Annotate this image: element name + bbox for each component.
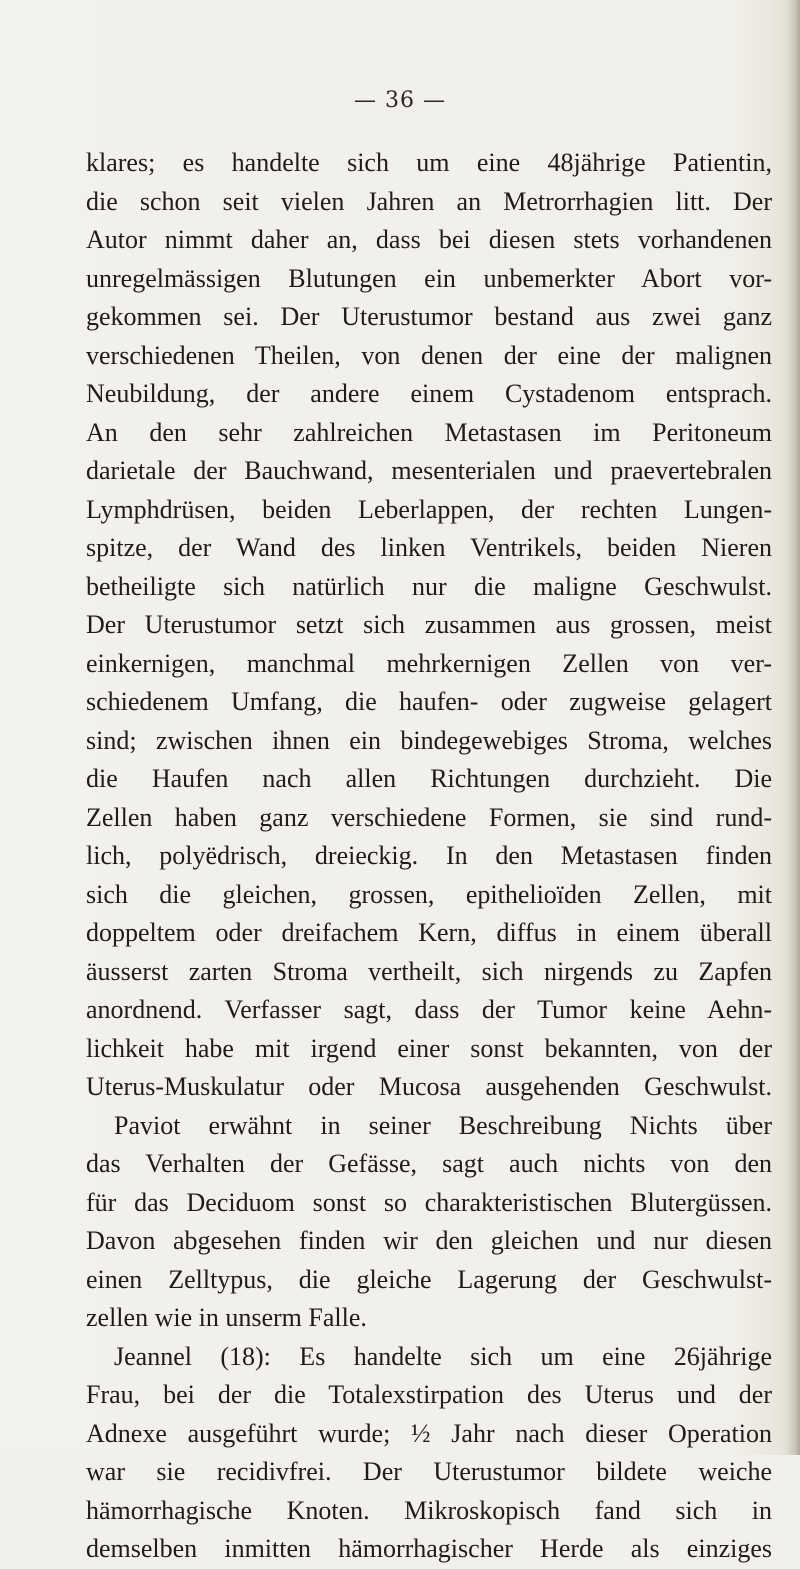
text-line-27: das Verhalten der Gefässe, sagt auch nichts von den bbox=[86, 1149, 772, 1178]
text-line-9: darietale der Bauchwand, mesenterialen und praevertebralen bbox=[86, 456, 772, 485]
text-line-18: Zellen haben ganz verschiedene Formen, sie sind rund- bbox=[86, 802, 772, 832]
text-line-11: spitze, der Wand des linken Ventrikels, beiden Nieren bbox=[86, 533, 772, 562]
text-line-2: die schon seit vielen Jahren an Metrorrhagien litt. Der bbox=[86, 186, 772, 216]
text-line-19: lich, polyëdrisch, dreieckig. In den Metastasen finden bbox=[86, 841, 772, 870]
text-line-33: Frau, bei der die Totalexstirpation des Uterus und der bbox=[86, 1380, 772, 1409]
text-line-14: einkernigen, manchmal mehrkernigen Zellen von ver- bbox=[86, 648, 772, 678]
text-line-3: Autor nimmt daher an, dass bei diesen stets vorhandenen bbox=[86, 225, 772, 254]
text-line-37: demselben inmitten hämorrhagischer Herde als einziges bbox=[86, 1534, 772, 1563]
text-line-12: betheiligte sich natürlich nur die maligne Geschwulst. bbox=[86, 571, 772, 601]
text-line-1: klares; es handelte sich um eine 48jährige Patientin, bbox=[86, 148, 772, 177]
text-line-10: Lymphdrüsen, beiden Leberlappen, der rechten Lungen- bbox=[86, 494, 772, 524]
text-line-24: lichkeit habe mit irgend einer sonst bekannten, von der bbox=[86, 1033, 772, 1063]
page-number: — 36 — bbox=[354, 88, 446, 113]
text-line-16: sind; zwischen ihnen ein bindegewebiges Stroma, welches bbox=[86, 725, 772, 755]
text-line-30: einen Zelltypus, die gleiche Lagerung der Geschwulst- bbox=[86, 1264, 772, 1294]
text-line-20: sich die gleichen, grossen, epithelioïden Zellen, mit bbox=[86, 879, 772, 909]
text-line-13: Der Uterustumor setzt sich zusammen aus grossen, meist bbox=[86, 610, 772, 639]
text-line-35: war sie recidivfrei. Der Uterustumor bildete weiche bbox=[86, 1457, 772, 1486]
text-line-36: hämorrhagische Knoten. Mikroskopisch fand sich in bbox=[86, 1495, 772, 1525]
text-line-4: unregelmässigen Blutungen ein unbemerkter Abort vor- bbox=[86, 263, 772, 293]
text-line-15: schiedenem Umfang, die haufen- oder zugweise gelagert bbox=[86, 687, 772, 716]
text-line-5: gekommen sei. Der Uterustumor bestand aus zwei ganz bbox=[86, 302, 772, 331]
text-line-25: Uterus-Muskulatur oder Mucosa ausgehenden Geschwulst. bbox=[86, 1072, 772, 1101]
text-line-7: Neubildung, der andere einem Cystadenom entsprach. bbox=[86, 379, 772, 408]
text-line-32: Jeannel (18): Es handelte sich um eine 26jährige bbox=[114, 1341, 772, 1371]
text-line-8: An den sehr zahlreichen Metastasen im Peritoneum bbox=[86, 417, 772, 447]
body-text bbox=[86, 144, 772, 1569]
text-line-6: verschiedenen Theilen, von denen der eine der malignen bbox=[86, 340, 772, 370]
page-edge-shadow bbox=[786, 0, 800, 1455]
text-line-26: Paviot erwähnt in seiner Beschreibung Nichts über bbox=[114, 1110, 772, 1140]
text-line-23: anordnend. Verfasser sagt, dass der Tumor keine Aehn- bbox=[86, 995, 772, 1024]
text-line-31: zellen wie in unserm Falle. bbox=[86, 1303, 367, 1332]
text-line-22: äusserst zarten Stroma vertheilt, sich nirgends zu Zapfen bbox=[86, 956, 772, 986]
text-line-34: Adnexe ausgeführt wurde; ½ Jahr nach dieser Operation bbox=[86, 1418, 772, 1448]
text-line-17: die Haufen nach allen Richtungen durchzieht. Die bbox=[86, 764, 772, 793]
text-line-28: für das Deciduom sonst so charakteristischen Blutergüssen. bbox=[86, 1187, 772, 1217]
text-line-29: Davon abgesehen finden wir den gleichen und nur diesen bbox=[86, 1226, 772, 1255]
text-line-21: doppeltem oder dreifachem Kern, diffus in einem überall bbox=[86, 918, 772, 947]
